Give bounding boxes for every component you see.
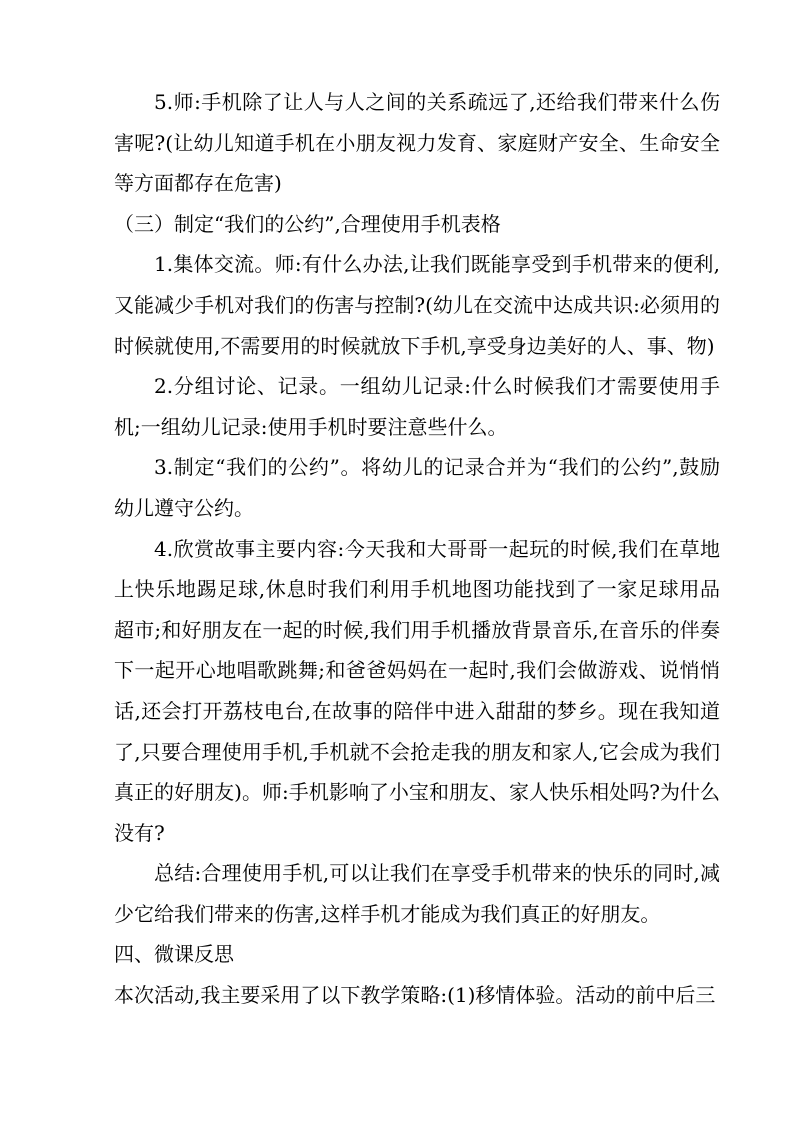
paragraph-group-record-2: 2.分组讨论、记录。一组幼儿记录:什么时候我们才需要使用手机;一组幼儿记录:使用手机时要注意些什么。 [114,374,720,439]
paragraph-teacher-question-5: 5.师:手机除了让人与人之间的关系疏远了,还给我们带来什么伤害呢?(让幼儿知道手机在小朋友视力发育、家庭财产安全、生命安全等方面都存在危害) [114,90,720,196]
document-body [114,82,720,1016]
section-heading-convention: （三）制定“我们的公约”,合理使用手机表格 [114,211,501,236]
paragraph-reflection-start: 本次活动,我主要采用了以下教学策略:(1)移情体验。活动的前中后三 [114,983,716,1008]
paragraph-group-discussion-1: 1.集体交流。师:有什么办法,让我们既能享受到手机带来的便利,又能减少手机对我们的伤害与控制?(幼儿在交流中达成共识:必须用的时候就使用,不需要用的时候就放下手机,享受身边美好的人、事、物) [114,252,720,358]
paragraph-summary: 总结:合理使用手机,可以让我们在享受手机带来的快乐的同时,减少它给我们带来的伤害,这样手机才能成为我们真正的好朋友。 [114,861,720,926]
paragraph-story-4: 4.欣赏故事主要内容:今天我和大哥哥一起玩的时候,我们在草地上快乐地踢足球,休息时我们利用手机地图功能找到了一家足球用品超市;和好朋友在一起的时候,我们用手机播放背景音乐,在音乐的伴奏下一起开心地唱歌跳舞;和爸爸妈妈在一起时,我们会做游戏、说悄悄话,还会打开荔枝电台,在故事的陪伴中进入甜甜的梦乡。现在我知道了,只要合理使用手机,手机就不会抢走我的朋友和家人,它会成为我们真正的好朋友)。师:手机影响了小宝和朋友、家人快乐相处吗?为什么没有? [114,536,720,845]
paragraph-make-convention-3: 3.制定“我们的公约”。将幼儿的记录合并为“我们的公约”,鼓励幼儿遵守公约。 [114,455,720,520]
section-heading-reflection: 四、微课反思 [114,942,234,967]
